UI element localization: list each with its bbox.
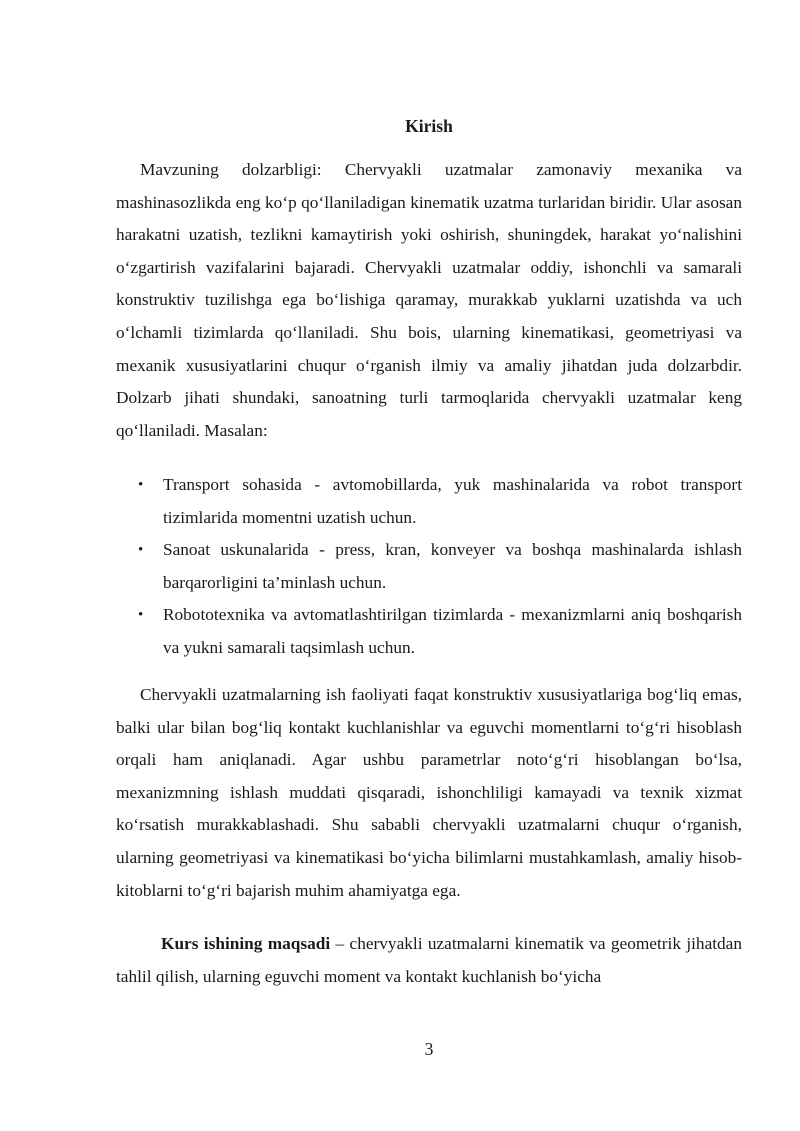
bullet-text: Robototexnika va avtomatlashtirilgan tizimlarda - mexanizmlarni aniq boshqarish va yukni samarali taqsimlash uchun. <box>163 605 742 657</box>
goal-heading: Kurs ishining maqsadi <box>161 934 331 953</box>
bullet-text: Sanoat uskunalarida - press, kran, konveyer va boshqa mashinalarda ishlash barqarorligini ta’minlash uchun. <box>163 540 742 592</box>
bullet-text: Transport sohasida - avtomobillarda, yuk mashinalarida va robot transport tizimlarida momentni uzatish uchun. <box>163 475 742 527</box>
bullet-item <box>116 469 742 534</box>
bullet-icon: • <box>138 542 144 559</box>
bullet-list <box>116 469 742 665</box>
paragraph-performance: Chervyakli uzatmalarning ish faoliyati faqat konstruktiv xususiyatlariga bog‘liq emas, balki ular bilan bog‘liq kontakt kuchlanishlar va eguvchi momentlarni to‘g‘ri hisoblash orqali ham aniqlanadi. Agar ushbu parametrlar noto‘g‘ri hisoblangan bo‘lsa, mexanizmning ishlash muddati qisqaradi, ishonchliligi kamayadi va texnik xizmat ko‘rsatish murakkablashadi. Shu sababli chervyakli uzatmalarni chuqur o‘rganish, ularning geometriyasi va kinematikasi bo‘yicha bilimlarni mustahkamlash, amaliy hisob-kitoblarni to‘g‘ri bajarish muhim ahamiyatga ega. <box>116 685 742 900</box>
section-title: Kirish <box>405 116 453 136</box>
bullet-icon: • <box>138 477 144 493</box>
bullet-item <box>116 534 742 599</box>
paragraph-goal <box>116 928 742 993</box>
goal-text: – chervyakli uzatmalarni kinematik va geometrik jihatdan tahlil qilish, ularning eguvchi moment va kontakt kuchlanish bo‘yicha <box>116 934 742 986</box>
paragraph-relevance: Mavzuning dolzarbligi: Chervyakli uzatmalar zamonaviy mexanika va mashinasozlikda eng ko‘p qo‘llaniladigan kinematik uzatma turlaridan biridir. Ular asosan harakatni uzatish, tezlikni kamaytirish yoki oshirish, shuningdek, harakat yo‘nalishini o‘zgartirish vazifalarini bajaradi. Chervyakli uzatmalar oddiy, ishonchli va samarali konstruktiv tuzilishga ega bo‘lishiga qaramay, murakkab yuklarni uzatishda va uch o‘lchamli tizimlarda qo‘llaniladi. Shu bois, ularning kinematikasi, geometriyasi va mexanik xususiyatlarini chuqur o‘rganish ilmiy va amaliy jihatdan juda dolzarbdir. Dolzarb jihati shundaki, sanoatning turli tarmoqlarida chervyakli uzatmalar keng qo‘llaniladi. Masalan: <box>116 160 742 440</box>
bullet-icon: • <box>138 607 144 624</box>
bullet-item <box>116 599 742 664</box>
page-number: 3 <box>424 1039 434 1059</box>
